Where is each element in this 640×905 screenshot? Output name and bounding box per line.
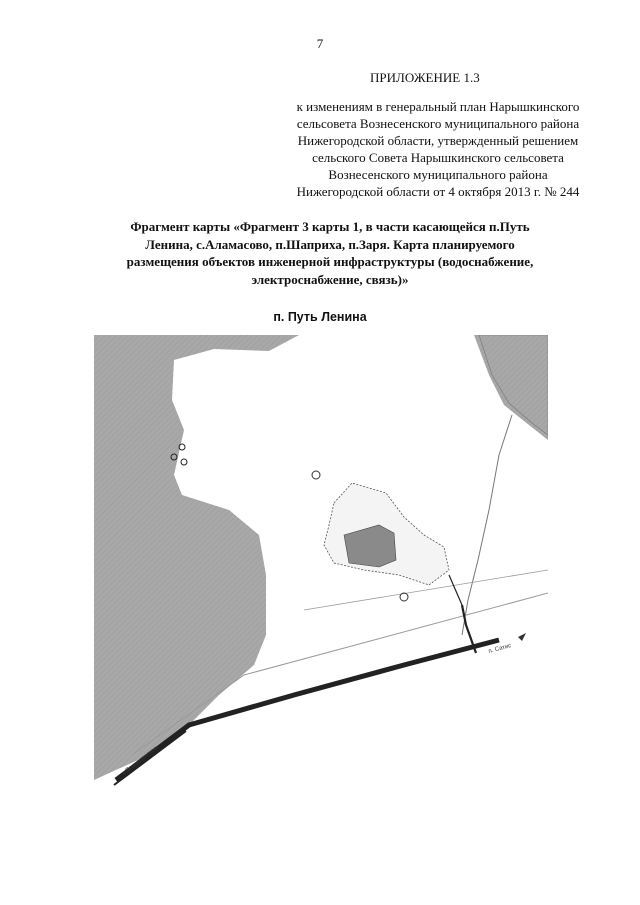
appendix-line: сельсовета Вознесенского муниципального района [296,116,580,131]
appendix-line: Нижегородской области от 4 октября 2013 г. № 244 [296,184,580,199]
caption-line: Фрагмент карты «Фрагмент 3 карты 1, в части касающейся п.Путь [130,219,530,234]
road-label: к Вознесенское [121,745,160,777]
appendix-description [268,98,608,200]
appendix-title: ПРИЛОЖЕНИЕ 1.3 [370,70,480,85]
appendix-line: сельского Совета Нарышкинского сельсовета [312,150,564,165]
map-caption [70,218,590,288]
appendix-line: Вознесенского муниципального района [328,167,548,182]
caption-line: Ленина, с.Аламасово, п.Шаприха, п.Заря. Карта планируемого [145,236,515,252]
road-label: п. Сатис [487,643,513,655]
appendix-line: Нижегородской области, утвержденный решением [297,133,579,148]
settlement-map [94,335,548,788]
caption-line: размещения объектов инженерной инфраструктуры (водоснабжение, [126,254,534,269]
caption-line: электроснабжение, связь)» [251,271,409,287]
page-number: 7 [316,36,324,51]
map-title: п. Путь Ленина [273,310,367,324]
appendix-line: к изменениям в генеральный план Нарышкинского [296,99,580,114]
